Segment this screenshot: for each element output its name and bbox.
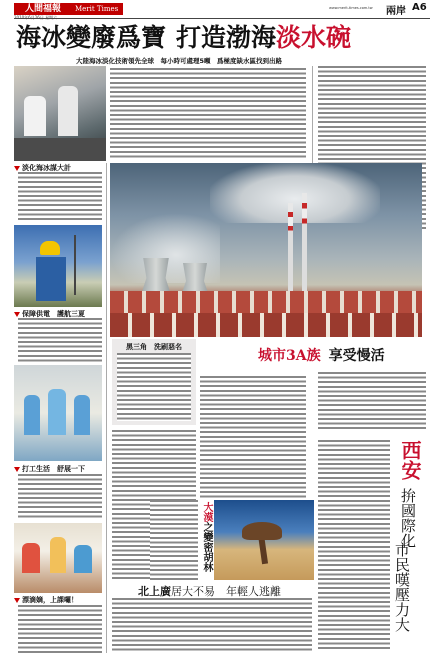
triangle-icon: [14, 312, 20, 317]
class-photo: [14, 365, 102, 461]
sidebar-head-1: 淡化海冰謀大計: [14, 163, 71, 173]
beishang-accent: 北上廣: [138, 585, 171, 598]
article-body-lower-mid: [150, 500, 198, 580]
triangle-icon: [14, 166, 20, 171]
headline: [16, 20, 428, 56]
sidebar-body-1: [18, 172, 102, 222]
desert-headline: [199, 502, 214, 572]
beishang-body: [112, 598, 312, 653]
headline-part2: 打造渤海: [176, 23, 277, 52]
xian-line1: 拚國際化: [399, 488, 417, 548]
xian-accent: 西安: [398, 440, 422, 480]
city-headline: [258, 345, 385, 365]
beishang-headline: [138, 583, 281, 599]
city-accent: 城市3A族: [258, 348, 321, 364]
masthead-logo: 人間福報: [14, 3, 72, 15]
kids-photo: [14, 523, 102, 593]
triangle-icon: [14, 467, 20, 472]
sidebar-body-3: [18, 474, 102, 520]
article-body-top: [110, 68, 306, 160]
city-rest: 享受慢活: [328, 348, 385, 364]
xian-line2: 市民嘆壓力大: [393, 542, 411, 632]
sidebar-head-2: 保障供電 護航三夏: [14, 309, 85, 319]
sidebar-head-4: 漂滴嫡，上課囉！: [14, 595, 78, 605]
sidebar-head-3: 打工生活 舒展一下: [14, 464, 85, 474]
article-body-mid: [200, 376, 306, 498]
masthead-brand: Merit Times: [72, 3, 123, 15]
sidebar-body-4: [18, 605, 102, 653]
power-plant-photo: [110, 163, 422, 337]
section-label: 兩岸: [386, 6, 406, 17]
triangle-icon: [14, 598, 20, 603]
masthead: [14, 3, 430, 18]
headline-highlight: 淡水碗: [276, 23, 352, 52]
feature-title: 黑三角 洗刷惡名: [126, 343, 182, 351]
lab-photo: [14, 66, 106, 161]
article-body-right-mid: [318, 372, 426, 432]
desert-accent: 大漠: [201, 502, 212, 522]
page-number: A6: [412, 2, 427, 13]
xian-body: [318, 440, 390, 650]
desert-photo: [214, 500, 314, 580]
beishang-rest: 居大不易 年輕人逃離: [171, 585, 281, 598]
sidebar-body-2: [18, 318, 102, 362]
feature-box: [112, 339, 196, 425]
desert-rest: 之變密胡林: [201, 522, 212, 572]
masthead-url: www.merit-times.com.tw: [329, 6, 373, 10]
subheadline: 大陸海冰淡化技術領先全球 每小時可處理5噸 爲極度缺水區找到出路: [76, 57, 283, 65]
worker-photo: [14, 225, 102, 307]
headline-part1: 海冰變廢爲寶: [16, 23, 167, 52]
